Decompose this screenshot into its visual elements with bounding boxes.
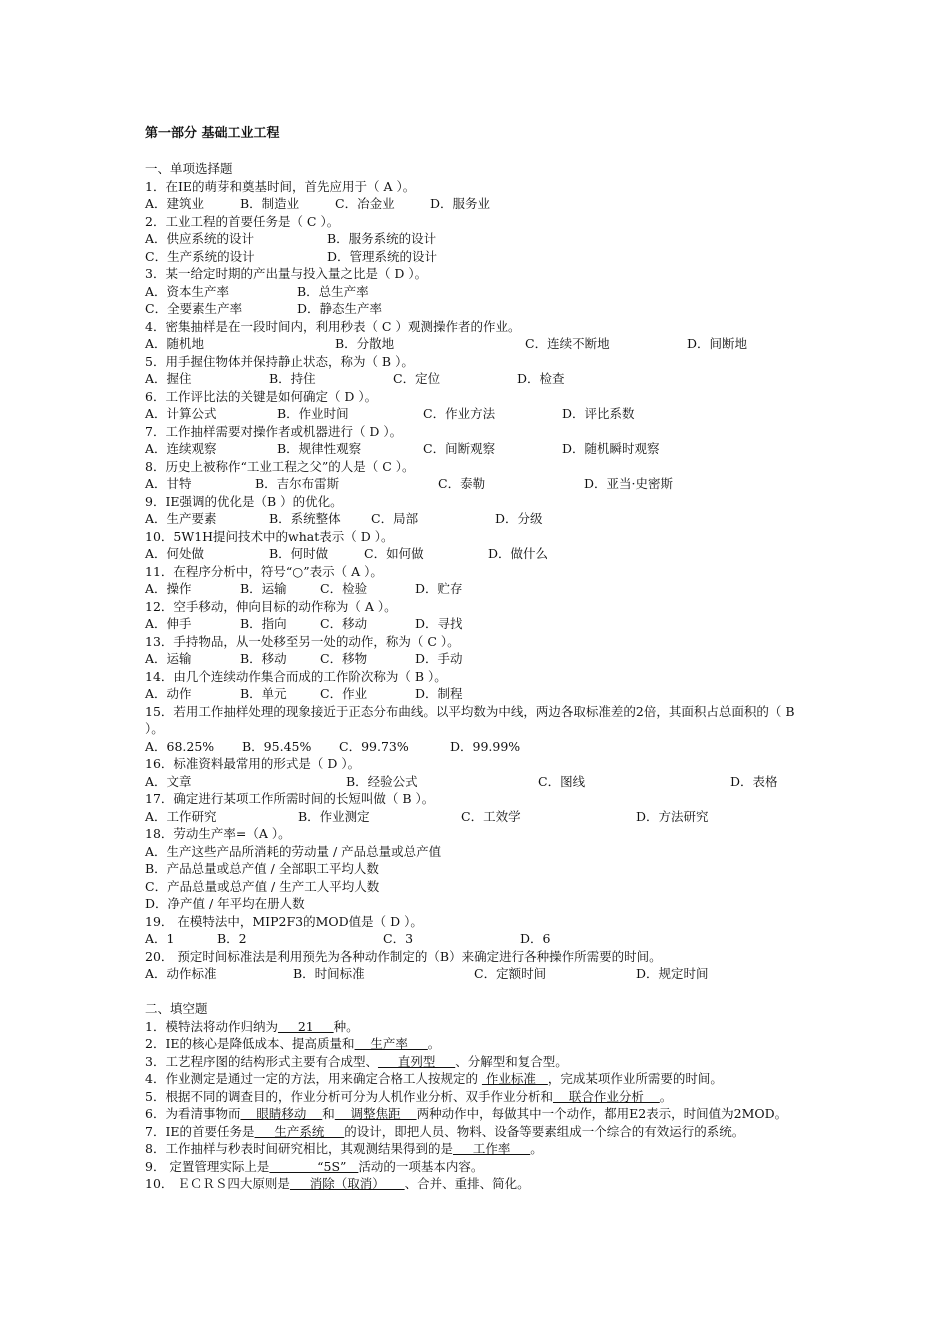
option: B．服务系统的设计 [327,231,437,246]
fill-text: 、合并、重排、简化。 [404,1176,530,1191]
option: D．评比系数 [562,406,635,421]
fill-answer: 21 [277,1018,334,1034]
fill-text: 4．作业测定是通过一定的方法，用来确定合格工人按规定的 [145,1071,482,1086]
fill-text: 。 [659,1088,673,1104]
option-row [145,195,815,213]
option: A．文章 [145,773,192,789]
fill-text: 2．IE的核心是降低成本、提高质量和 [145,1036,355,1051]
option: A．操作 [145,581,192,596]
option: D．服务业 [430,196,491,211]
question-text: 3．某一给定时期的产出量与投入量之比是（ D ）。 [145,266,428,281]
option: B．规律性观察 [277,441,362,456]
option: C．连续不断地 [525,336,610,351]
question-text: 14．由几个连续动作集合而成的工作阶次称为（ B ）。 [145,668,447,684]
question-text: 19． 在模特法中，MIP2F3的MOD值是（ D ）。 [145,913,423,929]
option: A．1 [145,931,175,946]
option: B．2 [217,931,247,946]
option: D．寻找 [415,616,463,631]
fill-text: ，完成某项作业所需要的时间。 [547,1071,723,1086]
question-text: 12．空手移动，伸向目标的动作称为（ A ）。 [145,598,397,614]
fill-answer: “5S” [269,1158,359,1174]
question-text: 15．若用工作抽样处理的现象接近于正态分布曲线。以平均数为中线，两边各取标准差的2倍，其面积占总面积的（ B ）。 [145,703,795,736]
option: D．贮存 [415,581,463,596]
fill-answer: 作业标准 [481,1071,548,1086]
option: B．单元 [240,686,287,701]
fill-answer: 消除（取消） [289,1176,405,1191]
option: C．图线 [538,773,586,789]
option: D．制程 [415,686,463,701]
option: B．吉尔布雷斯 [255,476,340,491]
fill-item [145,1158,815,1176]
fill-item [145,1088,815,1106]
option: D．随机瞬时观察 [562,441,660,456]
fill-answer: 联合作业分析 [552,1088,660,1104]
fill-text: 。 [530,1141,543,1156]
option: A．68.25% [145,738,215,754]
option: B．95.45% [242,738,312,754]
option-row [145,300,815,318]
fill-answer: 眼睛移动 [240,1106,323,1121]
option-row [145,230,815,248]
question-text: 17．确定进行某项工作所需时间的长短叫做（ B ）。 [145,791,435,806]
option: A．工作研究 [145,808,217,824]
option-row [145,808,815,826]
option-row [145,650,815,668]
option: B．总生产率 [297,283,369,299]
option: C．定额时间 [474,966,547,981]
question-text: 7．工作抽样需要对操作者或机器进行（ D ）。 [145,423,403,439]
option: C．生产系统的设计 [145,248,255,264]
option: C．间断观察 [423,441,496,456]
option: D．手动 [415,651,463,666]
fill-text: 、分解型和复合型。 [455,1053,568,1069]
option: D．分级 [495,511,543,526]
fill-text: 1．模特法将动作归纳为 [145,1018,278,1034]
section-heading-choice: 一、单项选择题 [145,161,233,176]
option: B．制造业 [240,196,300,211]
option: C．全要素生产率 [145,301,243,316]
question-text: 10．5W1H提问技术中的what表示（ D ）。 [145,528,394,544]
option-row [145,440,815,458]
question-text: 20． 预定时间标准法是利用预先为各种动作制定的（B）来确定进行各种操作所需要的时间。 [145,948,662,964]
question-text: 18．劳动生产率=（A ）。 [145,826,291,841]
option: D．做什么 [488,546,549,561]
fill-text: 3．工艺程序图的结构形式主要有合成型、 [145,1053,378,1069]
fill-text: 。 [427,1036,441,1051]
fill-text: 5．根据不同的调查目的，作业分析可分为人机作业分析、双手作业分析和 [145,1088,553,1104]
option: B．运输 [240,581,287,596]
option: C．如何做 [364,546,424,561]
question-text: 1．在IE的萌芽和奠基时间，首先应用于（ A ）。 [145,178,416,194]
option-row [145,248,815,266]
option: C．99.73% [339,738,409,754]
question-text: 8．历史上被称作“工业工程之父”的人是（ C ）。 [145,458,415,474]
option: C．移物 [320,651,368,666]
option-row [145,580,815,598]
question-text: 2．工业工程的首要任务是（ C ）。 [145,213,340,229]
fill-item [145,1070,815,1088]
option-row [145,510,815,528]
option: D．静态生产率 [297,301,383,316]
question-list [145,178,815,983]
option-row [145,773,815,791]
spacer [145,983,815,1001]
option-row [145,545,815,563]
option-row [145,335,815,353]
question-text: 13．手持物品，从一处移至另一处的动作，称为（ C ）。 [145,633,460,649]
option: A．握住 [145,371,192,386]
fill-text: 10． ＥＣＲＳ四大原则是 [145,1176,290,1191]
fill-answer: 生产率 [354,1036,428,1051]
option: A．动作标准 [145,966,217,981]
option: C．冶金业 [335,196,395,211]
option: B．分散地 [335,336,395,351]
option: C．定位 [393,371,441,386]
question-text: 11．在程序分析中，符号“○”表示（ A ）。 [145,563,383,579]
option: A．何处做 [145,546,205,561]
option: B．指向 [240,616,287,631]
option: B．作业时间 [277,406,349,421]
section-heading-fill: 二、填空题 [145,1001,208,1016]
part-title: 第一部分 基础工业工程 [145,126,280,141]
fill-text: 9． 定置管理实际上是 [145,1158,270,1174]
option: C．局部 [371,511,419,526]
fill-item [145,1175,815,1193]
fill-list [145,1018,815,1193]
option-line: C．产品总量或总产值 / 生产工人平均人数 [145,878,380,894]
question-text: 6．工作评比法的关键是如何确定（ D ）。 [145,388,378,404]
fill-answer: 直列型 [377,1053,456,1069]
option: A．计算公式 [145,406,217,421]
fill-text: 种。 [333,1018,359,1034]
option-line: B．产品总量或总产值 / 全部职工平均人数 [145,861,379,876]
option: B．系统整体 [269,511,341,526]
fill-item [145,1105,815,1123]
option: A．运输 [145,651,192,666]
option-row [145,685,815,703]
fill-text: 8．工作抽样与秒表时间研究相比，其观测结果得到的是 [145,1141,453,1156]
option: A．建筑业 [145,196,205,211]
option: D．99.99% [450,738,521,754]
option: C．泰勒 [438,476,486,491]
option-row [145,615,815,633]
option: C．作业 [320,686,368,701]
fill-text: 两种动作中，每做其中一个动作，都用E2表示，时间值为2MOD。 [416,1106,788,1121]
option-row [145,475,815,493]
option: A．资本生产率 [145,283,230,299]
fill-text: 活动的一项基本内容。 [358,1158,484,1174]
option: D．方法研究 [636,808,709,824]
fill-item [145,1123,815,1141]
option-row [145,930,815,948]
option-row [145,370,815,388]
option: A．供应系统的设计 [145,231,255,246]
question-text: 4．密集抽样是在一段时间内，利用秒表（ C ）观测操作者的作业。 [145,318,521,334]
option: A．生产要素 [145,511,217,526]
fill-text: 的设计，即把人员、物料、设备等要素组成一个综合的有效运行的系统。 [344,1123,745,1139]
fill-answer: 调整焦距 [334,1106,417,1121]
option-row [145,738,815,756]
question-text: 16．标准资料最常用的形式是（ D ）。 [145,756,361,771]
option: A．随机地 [145,336,205,351]
fill-text: 6．为看清事物而 [145,1106,241,1121]
question-text: 9．IE强调的优化是（B ）的优化。 [145,493,343,509]
option: C．移动 [320,616,368,631]
fill-answer: 工作率 [452,1141,531,1156]
option: B．何时做 [269,546,329,561]
option-line: D．净产值 / 年平均在册人数 [145,896,305,911]
option: B．经验公式 [346,773,418,789]
option: D．检查 [517,371,565,386]
fill-item [145,1140,815,1158]
option: B．持住 [269,371,316,386]
option: B．移动 [240,651,287,666]
option: C．作业方法 [423,406,496,421]
option: C．检验 [320,581,368,596]
question-text: 5．用手握住物体并保持静止状态，称为（ B ）。 [145,353,414,369]
fill-answer: 生产系统 [254,1123,345,1139]
option: D．规定时间 [636,966,709,981]
option: C．工效学 [461,808,521,824]
option-row [145,405,815,423]
option: C．3 [383,931,414,946]
option: D．表格 [730,773,778,789]
option: A．连续观察 [145,441,217,456]
option-row [145,283,815,301]
option: A．伸手 [145,616,192,631]
fill-item [145,1035,815,1053]
option: D．亚当·史密斯 [584,476,673,491]
fill-text: 7．IE的首要任务是 [145,1123,255,1139]
option: D．间断地 [687,336,748,351]
option: A．动作 [145,686,192,701]
option: B．作业测定 [298,808,370,824]
option: D．6 [520,931,551,946]
option-line: A．生产这些产品所消耗的劳动量 / 产品总量或总产值 [145,843,442,859]
option: B．时间标准 [293,966,365,981]
fill-item [145,1018,815,1036]
option: A．甘特 [145,476,192,491]
fill-text: 和 [322,1106,335,1121]
document-content [145,125,815,1193]
option: D．管理系统的设计 [327,248,438,264]
fill-item [145,1053,815,1071]
option-row [145,965,815,983]
